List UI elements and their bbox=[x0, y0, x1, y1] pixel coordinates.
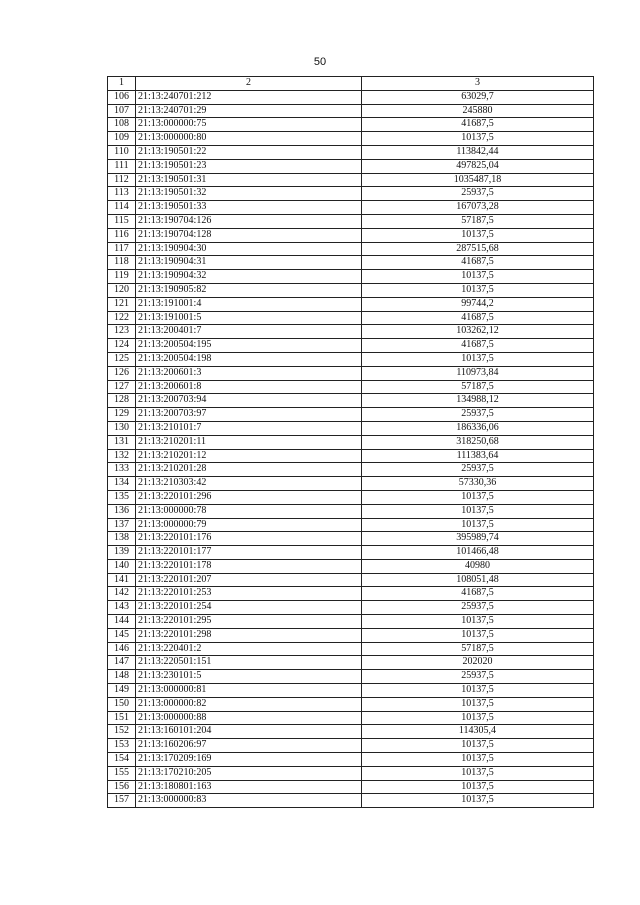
row-number-cell: 140 bbox=[108, 559, 136, 573]
value-cell: 10137,5 bbox=[362, 504, 594, 518]
table-row bbox=[108, 435, 594, 449]
cadastral-number-cell: 21:13:190704:126 bbox=[136, 214, 362, 228]
row-number-cell: 114 bbox=[108, 201, 136, 215]
value-cell: 10137,5 bbox=[362, 518, 594, 532]
cadastral-number-cell: 21:13:220101:295 bbox=[136, 615, 362, 629]
value-cell: 41687,5 bbox=[362, 339, 594, 353]
value-cell: 10137,5 bbox=[362, 684, 594, 698]
table-row bbox=[108, 794, 594, 808]
row-number-cell: 129 bbox=[108, 408, 136, 422]
cadastral-number-cell: 21:13:191001:5 bbox=[136, 311, 362, 325]
row-number-cell: 137 bbox=[108, 518, 136, 532]
row-number-cell: 135 bbox=[108, 490, 136, 504]
value-cell: 10137,5 bbox=[362, 132, 594, 146]
row-number-cell: 110 bbox=[108, 145, 136, 159]
value-cell: 10137,5 bbox=[362, 697, 594, 711]
table-row bbox=[108, 628, 594, 642]
page-number: 50 bbox=[313, 56, 327, 68]
data-table bbox=[107, 76, 594, 808]
cadastral-number-cell: 21:13:190501:32 bbox=[136, 187, 362, 201]
row-number-cell: 141 bbox=[108, 573, 136, 587]
table-row bbox=[108, 601, 594, 615]
cadastral-number-cell: 21:13:240701:29 bbox=[136, 104, 362, 118]
row-number-cell: 133 bbox=[108, 463, 136, 477]
value-cell: 41687,5 bbox=[362, 256, 594, 270]
value-cell: 114305,4 bbox=[362, 725, 594, 739]
cadastral-number-cell: 21:13:170210:205 bbox=[136, 766, 362, 780]
value-cell: 40980 bbox=[362, 559, 594, 573]
value-cell: 10137,5 bbox=[362, 283, 594, 297]
cadastral-number-cell: 21:13:000000:81 bbox=[136, 684, 362, 698]
table-row bbox=[108, 352, 594, 366]
value-cell: 10137,5 bbox=[362, 794, 594, 808]
cadastral-number-cell: 21:13:200601:8 bbox=[136, 380, 362, 394]
value-cell: 245880 bbox=[362, 104, 594, 118]
value-cell: 57187,5 bbox=[362, 642, 594, 656]
table-row bbox=[108, 753, 594, 767]
table-row bbox=[108, 325, 594, 339]
value-cell: 57187,5 bbox=[362, 380, 594, 394]
value-cell: 25937,5 bbox=[362, 463, 594, 477]
value-cell: 1035487,18 bbox=[362, 173, 594, 187]
value-cell: 318250,68 bbox=[362, 435, 594, 449]
value-cell: 111383,64 bbox=[362, 449, 594, 463]
row-number-cell: 128 bbox=[108, 394, 136, 408]
cadastral-number-cell: 21:13:220401:2 bbox=[136, 642, 362, 656]
value-cell: 287515,68 bbox=[362, 242, 594, 256]
row-number-cell: 121 bbox=[108, 297, 136, 311]
cadastral-number-cell: 21:13:210303:42 bbox=[136, 477, 362, 491]
value-cell: 25937,5 bbox=[362, 408, 594, 422]
table-row bbox=[108, 104, 594, 118]
cadastral-number-cell: 21:13:220101:177 bbox=[136, 546, 362, 560]
value-cell: 41687,5 bbox=[362, 311, 594, 325]
row-number-cell: 111 bbox=[108, 159, 136, 173]
table-body bbox=[108, 77, 594, 808]
value-cell: 10137,5 bbox=[362, 766, 594, 780]
cadastral-number-cell: 21:13:210201:12 bbox=[136, 449, 362, 463]
table-row bbox=[108, 242, 594, 256]
row-number-cell: 154 bbox=[108, 753, 136, 767]
cadastral-number-cell: 21:13:000000:82 bbox=[136, 697, 362, 711]
cadastral-number-cell: 21:13:000000:75 bbox=[136, 118, 362, 132]
row-number-cell: 142 bbox=[108, 587, 136, 601]
row-number-cell: 145 bbox=[108, 628, 136, 642]
row-number-cell: 155 bbox=[108, 766, 136, 780]
table-row bbox=[108, 201, 594, 215]
table-row bbox=[108, 159, 594, 173]
table-row bbox=[108, 187, 594, 201]
row-number-cell: 117 bbox=[108, 242, 136, 256]
cadastral-number-cell: 21:13:200601:3 bbox=[136, 366, 362, 380]
value-cell: 186336,06 bbox=[362, 421, 594, 435]
row-number-cell: 146 bbox=[108, 642, 136, 656]
row-number-cell: 109 bbox=[108, 132, 136, 146]
table-row bbox=[108, 449, 594, 463]
row-number-cell: 150 bbox=[108, 697, 136, 711]
row-number-cell: 156 bbox=[108, 780, 136, 794]
cadastral-number-cell: 21:13:200703:94 bbox=[136, 394, 362, 408]
cadastral-number-cell: 21:13:220101:296 bbox=[136, 490, 362, 504]
cadastral-number-cell: 21:13:200504:195 bbox=[136, 339, 362, 353]
cadastral-number-cell: 21:13:220101:176 bbox=[136, 532, 362, 546]
value-cell: 41687,5 bbox=[362, 118, 594, 132]
cadastral-number-cell: 21:13:190501:33 bbox=[136, 201, 362, 215]
table-row bbox=[108, 518, 594, 532]
table-row bbox=[108, 477, 594, 491]
table-row bbox=[108, 90, 594, 104]
value-cell: 10137,5 bbox=[362, 228, 594, 242]
row-number-cell: 147 bbox=[108, 656, 136, 670]
value-cell: 57330,36 bbox=[362, 477, 594, 491]
table-row bbox=[108, 145, 594, 159]
value-cell: 497825,04 bbox=[362, 159, 594, 173]
row-number-cell: 112 bbox=[108, 173, 136, 187]
table-row bbox=[108, 766, 594, 780]
table-row bbox=[108, 684, 594, 698]
cadastral-number-cell: 21:13:191001:4 bbox=[136, 297, 362, 311]
value-cell: 25937,5 bbox=[362, 601, 594, 615]
row-number-cell: 148 bbox=[108, 670, 136, 684]
cadastral-number-cell: 21:13:160101:204 bbox=[136, 725, 362, 739]
value-cell: 25937,5 bbox=[362, 187, 594, 201]
cadastral-number-cell: 21:13:160206:97 bbox=[136, 739, 362, 753]
table-row bbox=[108, 118, 594, 132]
value-cell: 10137,5 bbox=[362, 615, 594, 629]
cadastral-number-cell: 21:13:200504:198 bbox=[136, 352, 362, 366]
table-row bbox=[108, 559, 594, 573]
value-cell: 10137,5 bbox=[362, 711, 594, 725]
row-number-cell: 125 bbox=[108, 352, 136, 366]
table-row bbox=[108, 587, 594, 601]
cadastral-number-cell: 21:13:190501:22 bbox=[136, 145, 362, 159]
table-row bbox=[108, 256, 594, 270]
value-cell: 167073,28 bbox=[362, 201, 594, 215]
row-number-cell: 122 bbox=[108, 311, 136, 325]
row-number-cell: 132 bbox=[108, 449, 136, 463]
value-cell: 103262,12 bbox=[362, 325, 594, 339]
cadastral-number-cell: 21:13:200401:7 bbox=[136, 325, 362, 339]
table-row bbox=[108, 380, 594, 394]
row-number-cell: 134 bbox=[108, 477, 136, 491]
cadastral-number-cell: 21:13:180801:163 bbox=[136, 780, 362, 794]
cadastral-number-cell: 21:13:230101:5 bbox=[136, 670, 362, 684]
row-number-cell: 113 bbox=[108, 187, 136, 201]
cadastral-number-cell: 21:13:220101:298 bbox=[136, 628, 362, 642]
row-number-cell: 149 bbox=[108, 684, 136, 698]
row-number-cell: 139 bbox=[108, 546, 136, 560]
table-row bbox=[108, 366, 594, 380]
row-number-cell: 152 bbox=[108, 725, 136, 739]
row-number-cell: 144 bbox=[108, 615, 136, 629]
table-row bbox=[108, 711, 594, 725]
value-cell: 99744,2 bbox=[362, 297, 594, 311]
table-row bbox=[108, 490, 594, 504]
cadastral-number-cell: 21:13:220101:178 bbox=[136, 559, 362, 573]
table-row bbox=[108, 656, 594, 670]
cadastral-number-cell: 21:13:220101:253 bbox=[136, 587, 362, 601]
row-number-cell: 118 bbox=[108, 256, 136, 270]
table-row bbox=[108, 463, 594, 477]
table-row bbox=[108, 297, 594, 311]
cadastral-number-cell: 21:13:190501:23 bbox=[136, 159, 362, 173]
table-row bbox=[108, 532, 594, 546]
cadastral-number-cell: 21:13:220101:207 bbox=[136, 573, 362, 587]
table-row bbox=[108, 725, 594, 739]
cadastral-number-cell: 21:13:200703:97 bbox=[136, 408, 362, 422]
row-number-cell: 131 bbox=[108, 435, 136, 449]
table-row bbox=[108, 573, 594, 587]
row-number-cell: 119 bbox=[108, 270, 136, 284]
row-number-cell: 138 bbox=[108, 532, 136, 546]
table-row bbox=[108, 615, 594, 629]
table-row bbox=[108, 642, 594, 656]
cadastral-number-cell: 21:13:000000:83 bbox=[136, 794, 362, 808]
cadastral-number-cell: 21:13:190905:82 bbox=[136, 283, 362, 297]
cadastral-number-cell: 21:13:190904:32 bbox=[136, 270, 362, 284]
row-number-cell: 153 bbox=[108, 739, 136, 753]
cadastral-number-cell: 21:13:190501:31 bbox=[136, 173, 362, 187]
cadastral-number-cell: 21:13:000000:78 bbox=[136, 504, 362, 518]
value-cell: 10137,5 bbox=[362, 628, 594, 642]
cadastral-number-cell: 21:13:190904:30 bbox=[136, 242, 362, 256]
value-cell: 101466,48 bbox=[362, 546, 594, 560]
table-row bbox=[108, 228, 594, 242]
value-cell: 10137,5 bbox=[362, 352, 594, 366]
column-header: 1 bbox=[108, 77, 136, 91]
value-cell: 110973,84 bbox=[362, 366, 594, 380]
table-row bbox=[108, 421, 594, 435]
row-number-cell: 151 bbox=[108, 711, 136, 725]
value-cell: 10137,5 bbox=[362, 490, 594, 504]
row-number-cell: 157 bbox=[108, 794, 136, 808]
column-header: 3 bbox=[362, 77, 594, 91]
cadastral-number-cell: 21:13:000000:80 bbox=[136, 132, 362, 146]
table-row bbox=[108, 697, 594, 711]
cadastral-number-cell: 21:13:000000:88 bbox=[136, 711, 362, 725]
table-row bbox=[108, 132, 594, 146]
cadastral-number-cell: 21:13:210201:11 bbox=[136, 435, 362, 449]
row-number-cell: 130 bbox=[108, 421, 136, 435]
value-cell: 10137,5 bbox=[362, 753, 594, 767]
row-number-cell: 143 bbox=[108, 601, 136, 615]
row-number-cell: 136 bbox=[108, 504, 136, 518]
table-row bbox=[108, 739, 594, 753]
table-row bbox=[108, 214, 594, 228]
cadastral-number-cell: 21:13:220501:151 bbox=[136, 656, 362, 670]
value-cell: 113842,44 bbox=[362, 145, 594, 159]
table-row bbox=[108, 670, 594, 684]
table-header-row bbox=[108, 77, 594, 91]
row-number-cell: 127 bbox=[108, 380, 136, 394]
table-row bbox=[108, 270, 594, 284]
row-number-cell: 108 bbox=[108, 118, 136, 132]
cadastral-number-cell: 21:13:190704:128 bbox=[136, 228, 362, 242]
table-row bbox=[108, 408, 594, 422]
row-number-cell: 107 bbox=[108, 104, 136, 118]
value-cell: 10137,5 bbox=[362, 739, 594, 753]
row-number-cell: 115 bbox=[108, 214, 136, 228]
cadastral-number-cell: 21:13:220101:254 bbox=[136, 601, 362, 615]
cadastral-number-cell: 21:13:240701:212 bbox=[136, 90, 362, 104]
table-row bbox=[108, 283, 594, 297]
value-cell: 134988,12 bbox=[362, 394, 594, 408]
cadastral-number-cell: 21:13:170209:169 bbox=[136, 753, 362, 767]
table-row bbox=[108, 546, 594, 560]
column-header: 2 bbox=[136, 77, 362, 91]
row-number-cell: 106 bbox=[108, 90, 136, 104]
value-cell: 10137,5 bbox=[362, 780, 594, 794]
value-cell: 108051,48 bbox=[362, 573, 594, 587]
row-number-cell: 116 bbox=[108, 228, 136, 242]
table-row bbox=[108, 339, 594, 353]
table-row bbox=[108, 173, 594, 187]
value-cell: 25937,5 bbox=[362, 670, 594, 684]
table-row bbox=[108, 311, 594, 325]
row-number-cell: 126 bbox=[108, 366, 136, 380]
row-number-cell: 120 bbox=[108, 283, 136, 297]
table-row bbox=[108, 780, 594, 794]
value-cell: 10137,5 bbox=[362, 270, 594, 284]
row-number-cell: 124 bbox=[108, 339, 136, 353]
value-cell: 41687,5 bbox=[362, 587, 594, 601]
value-cell: 395989,74 bbox=[362, 532, 594, 546]
cadastral-number-cell: 21:13:210101:7 bbox=[136, 421, 362, 435]
row-number-cell: 123 bbox=[108, 325, 136, 339]
cadastral-number-cell: 21:13:000000:79 bbox=[136, 518, 362, 532]
cadastral-number-cell: 21:13:190904:31 bbox=[136, 256, 362, 270]
value-cell: 63029,7 bbox=[362, 90, 594, 104]
value-cell: 202020 bbox=[362, 656, 594, 670]
cadastral-number-cell: 21:13:210201:28 bbox=[136, 463, 362, 477]
table-row bbox=[108, 504, 594, 518]
table-row bbox=[108, 394, 594, 408]
value-cell: 57187,5 bbox=[362, 214, 594, 228]
